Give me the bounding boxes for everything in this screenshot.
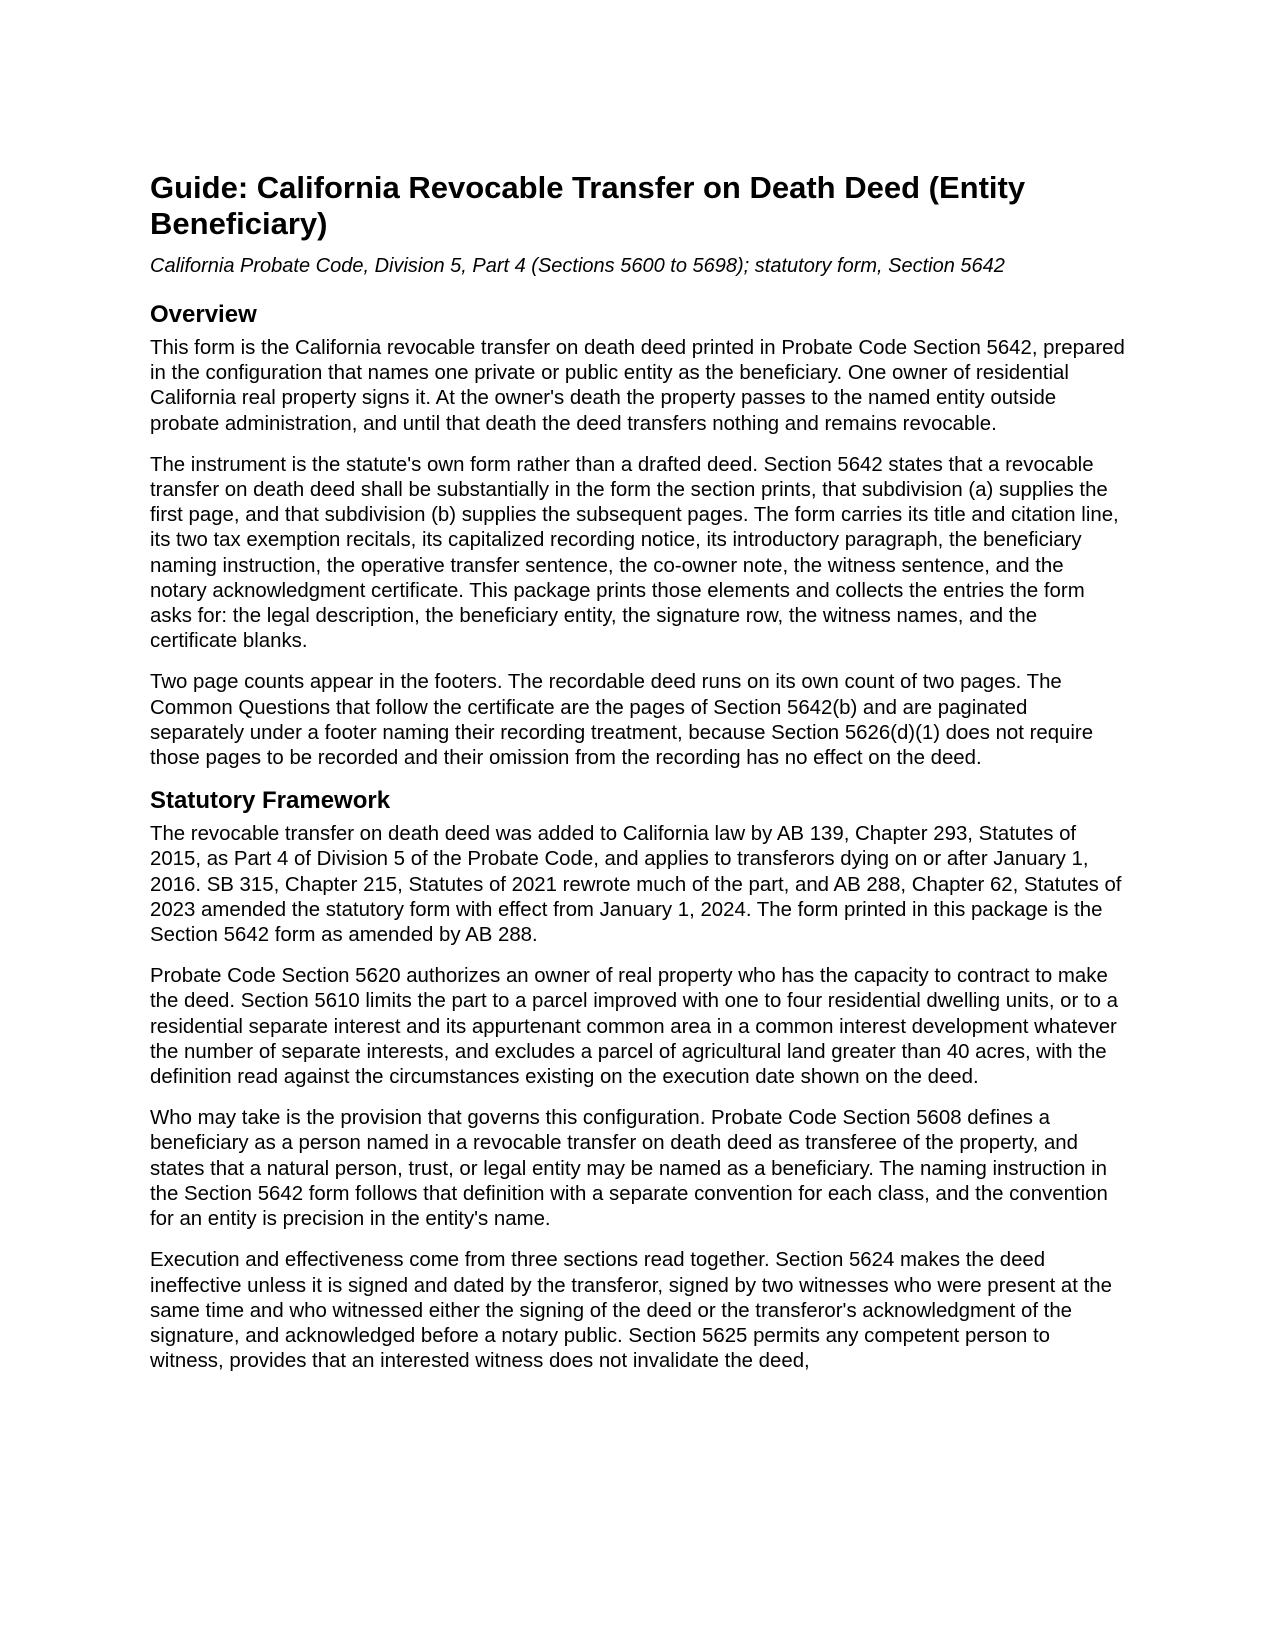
document-page bbox=[150, 170, 1125, 1390]
section-heading: Statutory Framework bbox=[150, 787, 391, 815]
paragraph: Execution and effectiveness come from three sections read together. Section 5624 makes the deed ineffective unless it is signed and dated by the transferor, signed by two witnesses who were present at the same time and who witnessed either the signing of the deed or the transferor's acknowledgment of the signature, and acknowledged before a notary public. Section 5625 permits any competent person to witness, provides that an interested witness does not invalidate the deed, bbox=[150, 1249, 1112, 1373]
paragraph: This form is the California revocable transfer on death deed printed in Probate Code Section 5642, prepared in the configuration that names one private or public entity as the beneficiary. One owner of residential California real property signs it. At the owner's death the property passes to the named entity outside probate administration, and until that death the deed transfers nothing and remains revocable. bbox=[150, 337, 1125, 435]
paragraph: Two page counts appear in the footers. The recordable deed runs on its own count of two pages. The Common Questions that follow the certificate are the pages of Section 5642(b) and are paginated separately under a footer naming their recording treatment, because Section 5626(d)(1) does not require those pages to be recorded and their omission from the recording has no effect on the deed. bbox=[150, 671, 1094, 770]
section-heading: Overview bbox=[150, 301, 257, 328]
paragraph: The revocable transfer on death deed was added to California law by AB 139, Chapter 293, Statutes of 2015, as Part 4 of Division 5 of the Probate Code, and applies to transferors dying on or after January 1, 2016. SB 315, Chapter 215, Statutes of 2021 rewrote much of the part, and AB 288, Chapter 62, Statutes of 2023 amended the statutory form with effect from January 1, 2024. The form printed in this package is the Section 5642 form as amended by AB 288. bbox=[150, 823, 1122, 947]
section-statutory-framework bbox=[150, 787, 1125, 1374]
document-title: Guide: California Revocable Transfer on Death Deed (Entity Beneficiary) bbox=[150, 170, 1026, 241]
section-overview bbox=[150, 301, 1125, 771]
paragraph: Who may take is the provision that governs this configuration. Probate Code Section 5608 defines a beneficiary as a person named in a revocable transfer on death deed as transferee of the property, and states that a natural person, trust, or legal entity may be named as a beneficiary. The naming instruction in the Section 5642 form follows that definition with a separate convention for each class, and the convention for an entity is precision in the entity's name. bbox=[150, 1107, 1108, 1231]
document-subtitle: California Probate Code, Division 5, Part 4 (Sections 5600 to 5698); statutory form, Section 5642 bbox=[150, 255, 1005, 277]
paragraph: Probate Code Section 5620 authorizes an owner of real property who has the capacity to contract to make the deed. Section 5610 limits the part to a parcel improved with one to four residential dwelling units, or to a residential separate interest and its appurtenant common area in a common interest development whatever the number of separate interests, and excludes a parcel of agricultural land greater than 40 acres, with the definition read against the circumstances existing on the execution date shown on the deed. bbox=[150, 965, 1118, 1089]
paragraph: The instrument is the statute's own form rather than a drafted deed. Section 5642 states that a revocable transfer on death deed shall be substantially in the form the section prints, that subdivision (a) supplies the first page, and that subdivision (b) supplies the subsequent pages. The form carries its title and citation line, its two tax exemption recitals, its capitalized recording notice, its introductory paragraph, the beneficiary naming instruction, the operative transfer sentence, the co-owner note, the witness sentence, and the notary acknowledgment certificate. This package prints those elements and collects the entries the form asks for: the legal description, the beneficiary entity, the signature row, the witness names, and the certificate blanks. bbox=[150, 453, 1119, 653]
